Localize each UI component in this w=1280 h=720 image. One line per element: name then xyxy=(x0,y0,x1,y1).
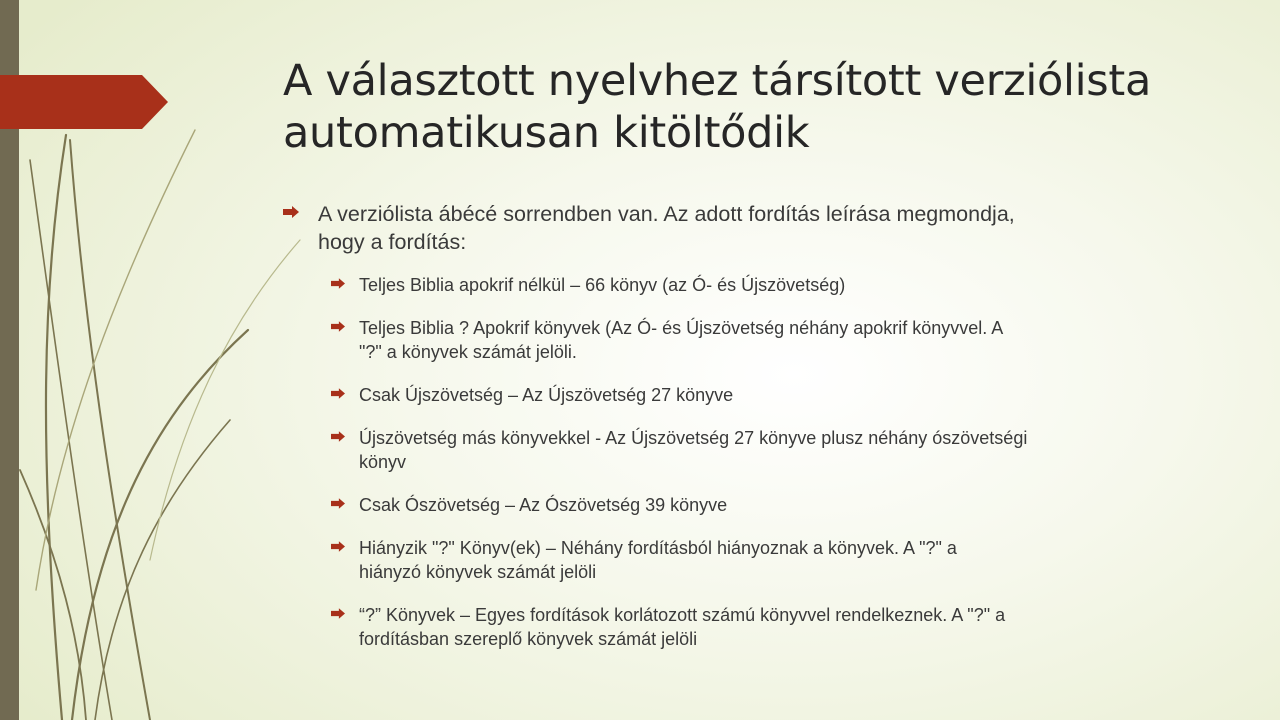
arrow-right-bullet-icon xyxy=(331,321,345,332)
arrow-right-bullet-icon xyxy=(331,431,345,442)
list-item xyxy=(283,383,1203,407)
title-line-1: A választott nyelvhez társított verziólista xyxy=(283,56,1152,106)
arrow-right-bullet-icon xyxy=(331,541,345,552)
list-item xyxy=(283,493,1203,517)
arrow-right-bullet-icon xyxy=(331,278,345,289)
arrow-right-bullet-icon xyxy=(331,388,345,399)
list-item xyxy=(283,426,1203,474)
slide-title xyxy=(283,55,1243,159)
list-item-line-1: “?” Könyvek – Egyes fordítások korlátozott számú könyvvel rendelkeznek. A "?" a xyxy=(359,605,1006,625)
list-item xyxy=(283,273,1203,297)
list-item-line-1: Újszövetség más könyvekkel - Az Újszövetség 27 könyve plusz néhány ószövetségi xyxy=(359,428,1028,448)
list-item-line-2: fordításban szereplő könyvek számát jelöli xyxy=(359,629,698,649)
title-line-2: automatikusan kitöltődik xyxy=(283,108,810,158)
arrow-right-bullet-icon xyxy=(331,498,345,509)
intro-line-1: A verziólista ábécé sorrendben van. Az adott fordítás leírása megmondja, xyxy=(318,202,1015,226)
list-item-line-1: Teljes Biblia apokrif nélkül – 66 könyv (az Ó- és Újszövetség) xyxy=(359,275,846,295)
list-item-line-2: könyv xyxy=(359,452,407,472)
intro-line-2: hogy a fordítás: xyxy=(318,230,467,254)
list-item-line-1: Csak Újszövetség – Az Újszövetség 27 könyve xyxy=(359,385,734,405)
list-item-line-2: "?" a könyvek számát jelöli. xyxy=(359,342,577,362)
title-arrow-shape xyxy=(0,75,170,129)
list-item xyxy=(283,316,1203,364)
slide-content xyxy=(283,200,1203,670)
arrow-right-bullet-icon xyxy=(283,206,299,218)
list-item xyxy=(283,536,1203,584)
list-item-line-1: Csak Ószövetség – Az Ószövetség 39 könyve xyxy=(359,495,728,515)
list-item-line-2: hiányzó könyvek számát jelöli xyxy=(359,562,597,582)
intro-bullet xyxy=(283,200,1203,256)
arrow-right-bullet-icon xyxy=(331,608,345,619)
list-item-line-1: Hiányzik "?" Könyv(ek) – Néhány fordításból hiányoznak a könyvek. A "?" a xyxy=(359,538,957,558)
list-item-line-1: Teljes Biblia ? Apokrif könyvek (Az Ó- és Újszövetség néhány apokrif könyvvel. A xyxy=(359,318,1004,338)
list-item xyxy=(283,603,1203,651)
